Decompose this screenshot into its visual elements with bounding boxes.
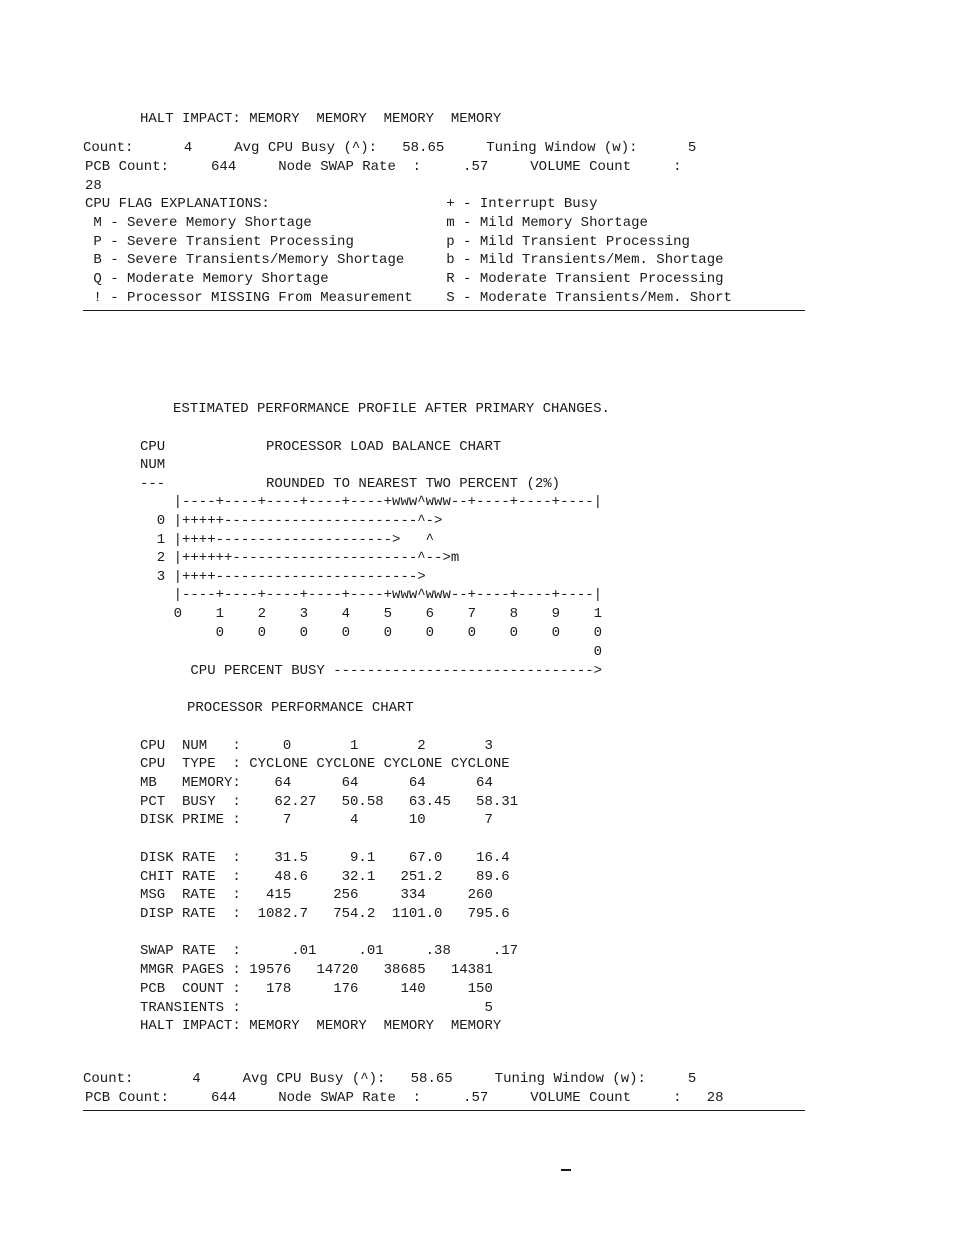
- top-summary-line-2: PCB Count: 644 Node SWAP Rate : .57 VOLUME Count :: [85, 159, 682, 175]
- perf-chart-line: CHIT RATE : 48.6 32.1 251.2 89.6: [140, 869, 510, 885]
- top-summary-line-1: Count: 4 Avg CPU Busy (^): 58.65 Tuning Window (w): 5: [83, 140, 697, 156]
- profile-title: ESTIMATED PERFORMANCE PROFILE AFTER PRIMARY CHANGES.: [173, 401, 610, 417]
- cpu-flag-line: Q - Moderate Memory Shortage R - Moderate Transient Processing: [85, 271, 724, 287]
- load-chart-line: 3 |++++------------------------>: [140, 569, 426, 585]
- load-chart-line: CPU PROCESSOR LOAD BALANCE CHART: [140, 439, 502, 455]
- perf-chart-line: DISK RATE : 31.5 9.1 67.0 16.4: [140, 850, 510, 866]
- cpu-flag-line: P - Severe Transient Processing p - Mild Transient Processing: [85, 234, 690, 250]
- load-chart-line: |----+----+----+----+----+www^www--+----+----+----|: [140, 587, 603, 603]
- perf-chart-line: MB MEMORY: 64 64 64 64: [140, 775, 493, 791]
- load-chart-line: |----+----+----+----+----+www^www--+----+----+----|: [140, 494, 603, 510]
- top-halt-impact-line: HALT IMPACT: MEMORY MEMORY MEMORY MEMORY: [140, 111, 502, 127]
- perf-chart-line: MSG RATE : 415 256 334 260: [140, 887, 493, 903]
- perf-chart-line: SWAP RATE : .01 .01 .38 .17: [140, 943, 519, 959]
- perf-chart-line: HALT IMPACT: MEMORY MEMORY MEMORY MEMORY: [140, 1018, 502, 1034]
- cpu-flag-line: B - Severe Transients/Memory Shortage b - Mild Transients/Mem. Shortage: [85, 252, 724, 268]
- cpu-flag-line: M - Severe Memory Shortage m - Mild Memory Shortage: [85, 215, 648, 231]
- perf-chart-line: PCT BUSY : 62.27 50.58 63.45 58.31: [140, 794, 519, 810]
- perf-chart-line: CPU TYPE : CYCLONE CYCLONE CYCLONE CYCLONE: [140, 756, 510, 772]
- load-chart-line: --- ROUNDED TO NEAREST TWO PERCENT (2%): [140, 476, 561, 492]
- load-chart-line: 0 1 2 3 4 5 6 7 8 9 1: [140, 606, 603, 622]
- bottom-divider: [83, 1110, 805, 1111]
- load-chart-line: 0 |+++++-----------------------^->: [140, 513, 443, 529]
- load-chart-line: 1 |++++---------------------> ^: [140, 532, 435, 548]
- perf-chart-line: PCB COUNT : 178 176 140 150: [140, 981, 493, 997]
- perf-chart-line: CPU NUM : 0 1 2 3: [140, 738, 493, 754]
- cpu-flag-heading: CPU FLAG EXPLANATIONS: + - Interrupt Busy: [85, 196, 598, 212]
- load-chart-line: 2 |++++++----------------------^-->m: [140, 550, 460, 566]
- perf-chart-line: MMGR PAGES : 19576 14720 38685 14381: [140, 962, 493, 978]
- perf-chart-line: TRANSIENTS : 5: [140, 1000, 493, 1016]
- bottom-summary-line-2: PCB Count: 644 Node SWAP Rate : .57 VOLUME Count : 28: [85, 1090, 724, 1106]
- load-chart-line: CPU PERCENT BUSY ------------------------------->: [140, 663, 603, 679]
- load-chart-line: NUM: [140, 457, 166, 473]
- load-chart-line: 0 0 0 0 0 0 0 0 0 0: [140, 625, 603, 641]
- cpu-flag-line: ! - Processor MISSING From Measurement S - Moderate Transients/Mem. Short: [85, 290, 732, 306]
- top-summary-line-3: 28: [85, 178, 102, 194]
- perf-chart-line: DISP RATE : 1082.7 754.2 1101.0 795.6: [140, 906, 510, 922]
- page-mark: [561, 1169, 571, 1171]
- perf-chart-line: DISK PRIME : 7 4 10 7: [140, 812, 493, 828]
- top-divider: [83, 310, 805, 311]
- perf-chart-title: PROCESSOR PERFORMANCE CHART: [187, 700, 414, 716]
- bottom-summary-line-1: Count: 4 Avg CPU Busy (^): 58.65 Tuning Window (w): 5: [83, 1071, 697, 1087]
- load-chart-line: 0: [140, 644, 603, 660]
